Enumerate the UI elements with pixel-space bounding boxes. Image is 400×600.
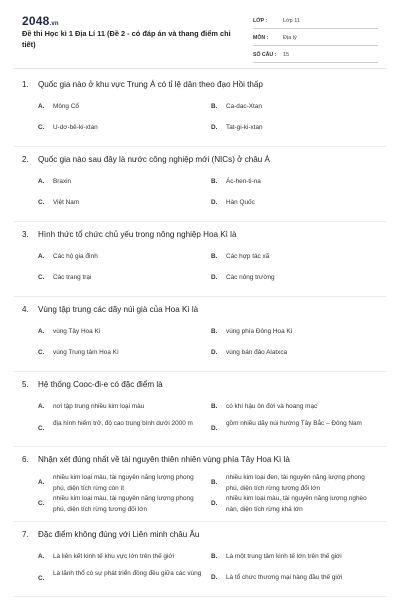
option-letter: A.: [38, 553, 45, 560]
question-stem: Quốc gia nào ở khu vực Trung Á có tỉ lệ dân theo đạo Hồi thấp: [38, 80, 263, 89]
meta-question-count: [253, 48, 378, 63]
option-text: gồm nhiều dãy núi hướng Tây Bắc – Đông Nam: [226, 420, 362, 427]
option-text: nhiều kim loại màu, tài nguyên năng lượng phong phú, diện tích rừng tương đối lớn: [53, 495, 194, 513]
option-letter: D.: [211, 349, 218, 356]
option-text: Các hợp tác xã: [226, 253, 270, 260]
option-letter: C.: [38, 349, 45, 356]
option-letter: D.: [211, 425, 218, 432]
option-letter: C.: [38, 425, 45, 432]
meta-label: LỚP :: [253, 18, 268, 24]
option-letter: B.: [211, 253, 218, 260]
option-text: Tat-gi-ki-xtan: [226, 124, 263, 131]
question-list: [0, 72, 400, 597]
option-text: U-dơ-bê-ki-xtan: [53, 124, 98, 131]
option-letter: B.: [211, 403, 218, 410]
logo-suffix: .vn: [49, 21, 59, 27]
option-text: Các hộ gia đình: [53, 253, 98, 260]
question-text: [22, 380, 163, 389]
question-text: [22, 530, 199, 539]
option-letter: C.: [38, 575, 45, 582]
site-logo[interactable]: [22, 14, 59, 28]
option-text: Là một trung tâm kinh tế lớn trên thế giới: [226, 553, 342, 560]
option-letter: C.: [38, 199, 45, 206]
option-letter: D.: [211, 274, 218, 281]
option-text: Là lãnh thổ có sự phát triển đồng đều giữa các vùng: [53, 570, 202, 577]
option-text: có khí hậu ôn đới và hoang mạc: [226, 403, 318, 410]
option-text: Braxin: [53, 178, 72, 185]
option-letter: A.: [38, 178, 45, 185]
option-text: Ác-hen-ti-na: [226, 178, 261, 185]
question-item: [14, 72, 386, 147]
option-letter: B.: [211, 553, 218, 560]
question-stem: Đặc điểm không đúng với Liên minh châu Âu: [38, 530, 200, 539]
question-number: 5.: [22, 380, 29, 389]
question-item: [14, 222, 386, 297]
question-stem: Vùng tập trung các dãy núi già của Hoa Kì là: [38, 305, 199, 314]
meta-subject: [253, 31, 378, 46]
meta-value: 15: [283, 52, 290, 58]
question-text: [22, 230, 236, 239]
option-letter: A.: [38, 103, 45, 110]
question-number: 3.: [22, 230, 29, 239]
question-stem: Quốc gia nào sau đây là nước công nghiệp mới (NICs) ở châu Á: [38, 155, 270, 164]
option-letter: D.: [211, 124, 218, 131]
logo-main: 2048: [22, 14, 50, 28]
question-number: 7.: [22, 530, 29, 539]
option-letter: B.: [211, 328, 218, 335]
question-item: [14, 447, 386, 522]
question-stem: Hệ thống Cooc-đi-e có đặc điểm là: [38, 380, 163, 389]
option-text: nhiều kim loại đen, tài nguyên năng lượng phong phú, diện tích rừng tương đối lớn: [226, 474, 365, 492]
option-letter: D.: [211, 500, 218, 507]
question-text: [22, 305, 198, 314]
question-text: [22, 155, 270, 164]
option-text: Ca-dac-Xtan: [226, 103, 262, 110]
option-letter: B.: [211, 178, 218, 185]
option-letter: A.: [38, 479, 45, 486]
meta-label: MÔN :: [253, 35, 269, 41]
meta-label: SỐ CÂU :: [253, 52, 277, 58]
question-number: 2.: [22, 155, 29, 164]
question-number: 1.: [22, 80, 29, 89]
question-item: [14, 522, 386, 597]
option-text: nơi tập trung nhiều kim loại màu: [53, 403, 145, 410]
option-text: vùng Tây Hoa Kì: [53, 328, 101, 335]
option-letter: A.: [38, 253, 45, 260]
question-item: [14, 372, 386, 447]
meta-class: [253, 14, 378, 29]
option-text: vùng bán đảo Alatxca: [226, 349, 288, 356]
option-text: Hàn Quốc: [226, 199, 255, 206]
option-text: vùng Trung tâm Hoa Kì: [53, 349, 119, 356]
meta-value: Địa lý: [283, 35, 297, 41]
option-letter: B.: [211, 479, 218, 486]
option-text: Là tổ chức thương mại hàng đầu thế giới: [226, 574, 343, 581]
option-letter: D.: [211, 574, 218, 581]
option-text: địa hình hiểm trở, độ cao trung bình dưới 2000 m: [53, 420, 193, 427]
option-letter: B.: [211, 103, 218, 110]
option-text: Các trang trại: [53, 274, 92, 281]
option-letter: A.: [38, 403, 45, 410]
option-text: Mông Cổ: [53, 103, 79, 110]
header-divider: [14, 68, 386, 69]
meta-value: Lớp 11: [283, 18, 300, 24]
document-title: Đề thi Học kì 1 Địa Lí 11 (Đề 2 - có đáp án và thang điểm chi tiết): [22, 29, 231, 49]
question-stem: Nhận xét đúng nhất về tài nguyên thiên nhiên vùng phía Tây Hoa Kì là: [38, 455, 290, 464]
option-text: Các nông trường: [226, 274, 275, 281]
page-header: [0, 0, 400, 66]
question-item: [14, 147, 386, 222]
option-text: nhiều kim loại màu, tài nguyên năng lượng phong phú, diện tích rừng còn ít: [53, 474, 194, 492]
question-number: 4.: [22, 305, 29, 314]
option-letter: C.: [38, 500, 45, 507]
question-stem: Hình thức tổ chức chủ yếu trong nông nghiệp Hoa Kì là: [38, 230, 237, 239]
question-text: [22, 455, 290, 464]
option-text: Việt Nam: [53, 199, 80, 206]
option-letter: C.: [38, 274, 45, 281]
question-item: [14, 297, 386, 372]
question-number: 6.: [22, 455, 29, 464]
option-text: nhiều kim loại màu, tài nguyên năng lượng nghèo nàn, diện tích rừng khá lớn: [226, 495, 367, 513]
option-letter: A.: [38, 328, 45, 335]
option-text: vùng phía Đông Hoa Kì: [226, 328, 293, 335]
option-letter: D.: [211, 199, 218, 206]
exam-meta: [253, 14, 378, 65]
question-text: [22, 80, 263, 89]
option-text: Là liên kết kinh tế khu vực lớn trên thế giới: [53, 553, 175, 560]
option-letter: C.: [38, 124, 45, 131]
